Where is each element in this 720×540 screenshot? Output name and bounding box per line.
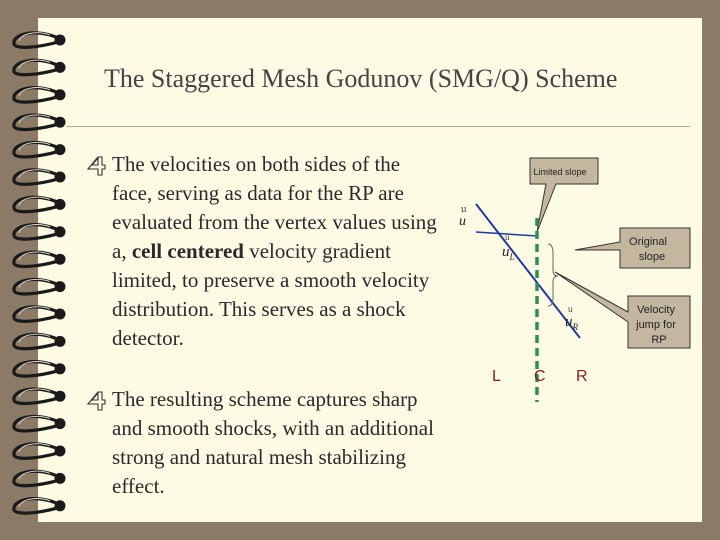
binder-ring [14, 115, 66, 130]
binder-ring [14, 307, 66, 322]
binder-ring [14, 33, 66, 48]
binder-ring [14, 499, 66, 514]
u-right-main: u [565, 314, 573, 330]
binder-ring [14, 142, 66, 157]
callout-original-slope [575, 228, 690, 268]
spiral-binding [0, 0, 80, 540]
binder-ring [14, 444, 66, 459]
binder-ring [14, 60, 66, 75]
callout-jump-line-1: Velocity [637, 304, 675, 316]
bullet-text-2: The resulting scheme captures sharp and smooth shocks, with an additional strong and natural mesh stabilizing effect. [112, 387, 434, 498]
u-left-small: u [505, 232, 510, 242]
velocity-jump-bracket [548, 244, 558, 306]
u-left-main: u [502, 244, 510, 260]
cell-label-left: L [492, 368, 501, 385]
binder-ring [14, 197, 66, 212]
u-right-subscript: R [572, 322, 578, 332]
callout-limited-label: Limited slope [533, 167, 587, 177]
callout-original-line-1: Original [629, 236, 667, 248]
binder-ring [14, 389, 66, 404]
bullet-icon [84, 154, 108, 178]
title-divider [66, 126, 690, 127]
bullet-1-end: velocity gradient limited, to preserve a smooth velocity distribution. This serves as a shock detector. [112, 239, 430, 350]
binder-ring [14, 88, 66, 103]
velocity-diagram [440, 150, 720, 410]
u-left-label [502, 244, 515, 262]
slide-title: The Staggered Mesh Godunov (SMG/Q) Scheme [104, 64, 618, 93]
u-left-subscript: L [509, 252, 515, 262]
bullet-icon [84, 389, 108, 413]
bullet-1-bold: cell centered [131, 239, 244, 263]
binder-ring [14, 334, 66, 349]
cell-label-right: R [576, 368, 588, 385]
axis-label-u: u [459, 214, 466, 229]
callout-original-line-2: slope [638, 251, 666, 263]
callout-jump-line-2: jump for [636, 319, 676, 331]
u-right-small: u [568, 304, 573, 314]
binder-ring [14, 279, 66, 294]
binder-ring [14, 252, 66, 267]
binder-ring [14, 471, 66, 486]
binder-ring [14, 170, 66, 185]
binder-ring [14, 362, 66, 377]
callout-jump-line-3: RP [651, 334, 667, 346]
cell-label-center: C [534, 368, 546, 385]
u-right-label [565, 314, 579, 332]
axis-label-u-top: u [461, 203, 467, 215]
bullet-text-1 [112, 150, 442, 353]
binder-ring [14, 225, 66, 240]
bullet-1-start: The velocities on both sides of the face, serving as data for the RP are evaluated from the vertex values using a, [112, 152, 437, 263]
binder-ring [14, 416, 66, 431]
